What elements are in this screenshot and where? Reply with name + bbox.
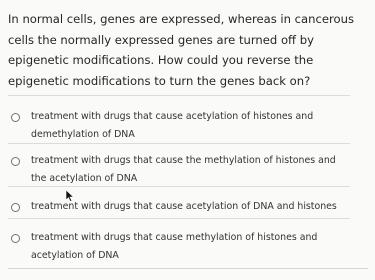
separator [8,143,350,144]
mouse-pointer-icon [65,190,75,202]
radio-circle-icon[interactable] [11,113,20,122]
separator [8,186,350,187]
answer-option-label: treatment with drugs that cause acetylation of DNA and histones [31,201,337,212]
separator [8,218,350,219]
answer-option-label: treatment with drugs that cause methylation of histones and acetylation of DNA [31,232,318,261]
radio-circle-icon[interactable] [11,157,20,166]
separator [8,95,350,96]
answer-option-label: treatment with drugs that cause acetylation of histones and demethylation of DNA [31,111,314,140]
radio-circle-icon[interactable] [11,234,20,243]
answer-option-label: treatment with drugs that cause the methylation of histones and the acetylation of DNA [31,155,336,184]
question-text: In normal cells, genes are expressed, whereas in cancerous cells the normally expressed genes are turned off by epigenetic modifications. How could you reverse the epigenetic modifications to turn the genes back on? [8,12,355,88]
separator [8,268,368,269]
radio-circle-icon[interactable] [11,203,20,212]
